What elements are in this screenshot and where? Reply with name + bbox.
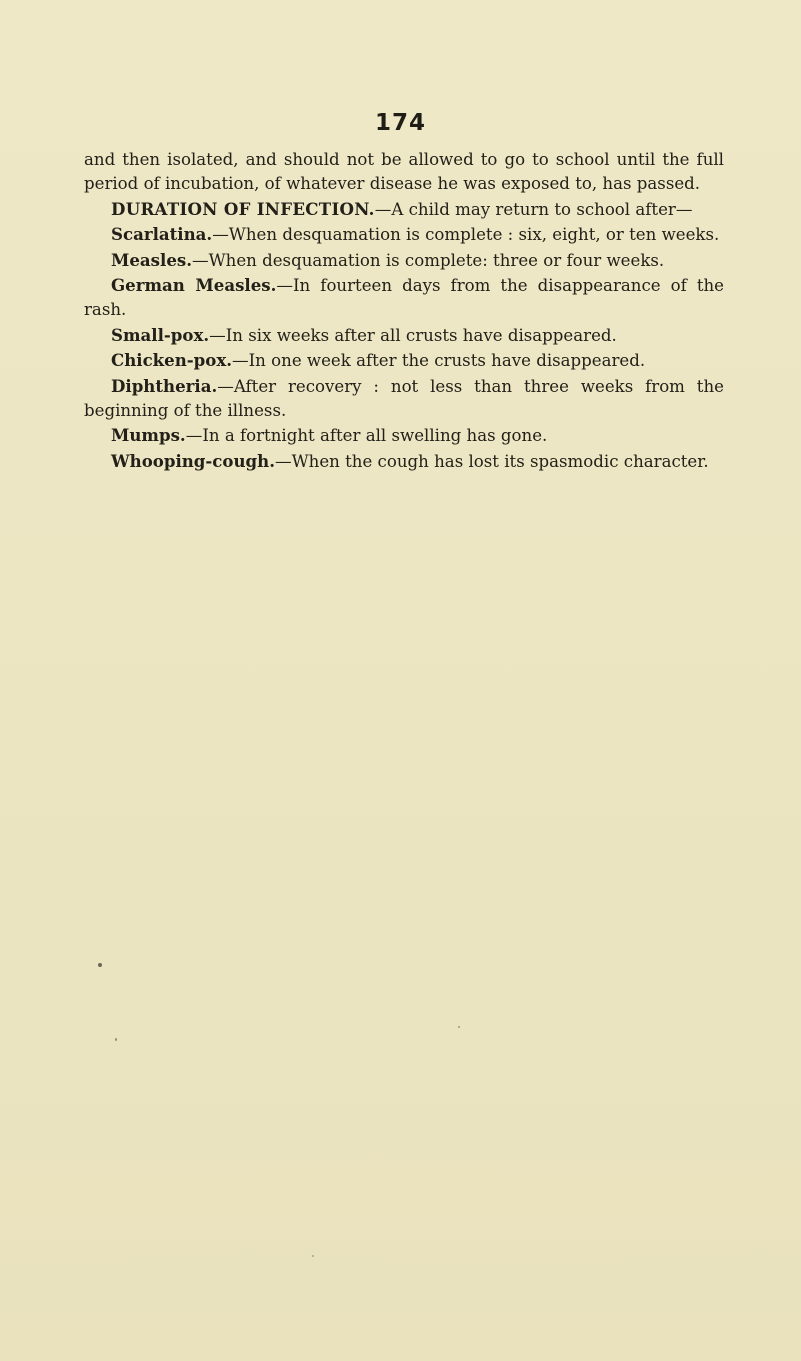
paragraph-text: —When desquamation is complete: three or four weeks. [192,250,665,270]
paragraph-text: —When the cough has lost its spasmodic character. [274,451,709,471]
paragraph-text: —When desquamation is complete : six, eight, or ten weeks. [212,225,720,245]
paper-speck [458,1026,460,1028]
paragraph-small-pox [84,323,724,348]
paragraph-text: —In one week after the crusts have disappeared. [232,351,646,371]
paragraph-chicken-pox [84,348,724,373]
paragraph-text: —In fourteen days from the disappearance of the rash. [84,276,724,320]
paragraph-measles [84,248,724,273]
paper-speck [115,1038,117,1041]
disease-name: Whooping-cough. [111,450,275,471]
disease-name: Diphtheria. [111,375,218,396]
paragraph-text: —In six weeks after all crusts have disappeared. [209,325,617,345]
page-number: 174 [374,110,426,136]
paragraph-german-measles [84,273,724,323]
disease-name: Measles. [111,249,192,270]
paragraph-text: —In a fortnight after all swelling has gone. [185,426,548,446]
paragraph-mumps [84,423,724,448]
paragraph-duration-of-infection [84,197,724,222]
paper-speck [98,963,102,967]
disease-name: Mumps. [111,425,186,446]
disease-name: German Measles. [111,275,277,296]
paragraph-scarlatina [84,222,724,247]
paper-speck [312,1255,314,1257]
paragraph-whooping-cough [84,449,724,474]
disease-name: Small-pox. [111,324,210,345]
body-text [84,148,724,474]
paragraph-diphtheria [84,374,724,424]
disease-name: Scarlatina. [111,224,213,245]
paragraph-continuation [84,148,724,197]
disease-name: Chicken-pox. [111,350,233,371]
paragraph-text: —A child may return to school after— [374,199,693,219]
paragraph-text: and then isolated, and should not be allowed to go to school until the full period of incubation, of whatever disease he was exposed to, has passed. [84,150,724,194]
section-heading: DURATION OF INFECTION. [111,198,375,219]
paragraph-text: —After recovery : not less than three weeks from the beginning of the illness. [84,376,724,421]
